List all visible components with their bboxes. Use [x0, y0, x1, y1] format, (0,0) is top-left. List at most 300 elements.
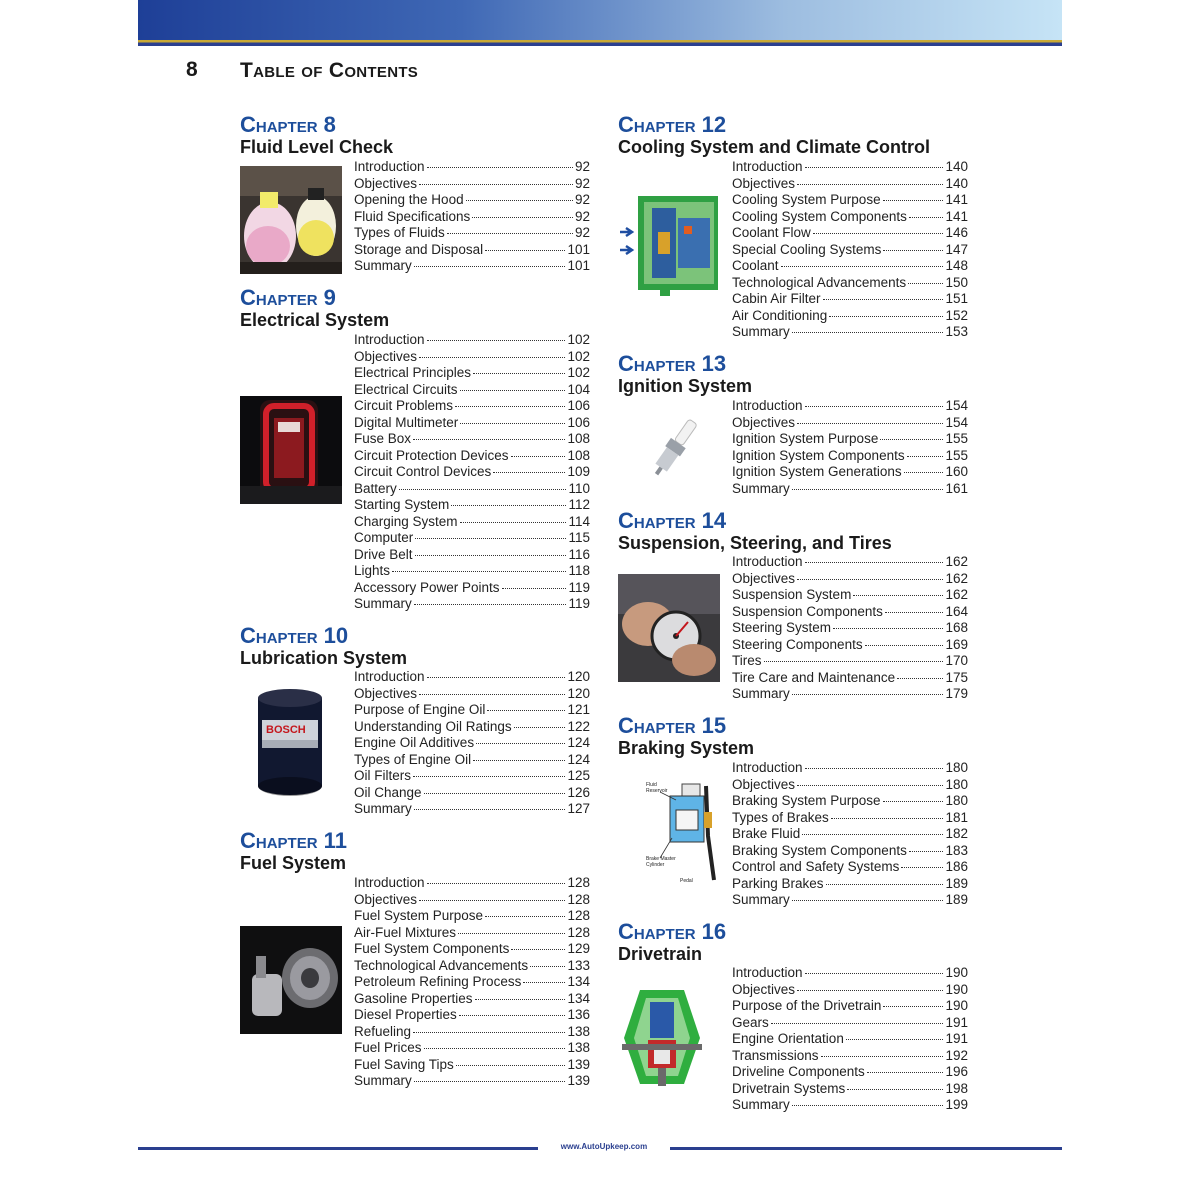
dot-leader	[805, 973, 944, 974]
dot-leader	[829, 316, 943, 317]
dot-leader	[455, 406, 565, 407]
oil-filter-photo	[252, 686, 328, 798]
chapter-label: Chapter 10	[240, 623, 349, 648]
dot-leader	[831, 818, 944, 819]
drivetrain-diagram	[618, 984, 706, 1090]
chapter-label: Chapter 14	[618, 508, 727, 533]
toc-entry-title: Tires	[732, 653, 762, 668]
toc-entry-page: 110	[568, 480, 590, 496]
toc-entry-title: Diesel Properties	[354, 1007, 457, 1022]
toc-entry-title: Objectives	[732, 414, 796, 430]
toc-entry	[354, 415, 590, 432]
toc-list-ch8	[354, 159, 590, 275]
toc-entry	[732, 242, 968, 259]
dot-leader	[392, 571, 566, 572]
toc-entry-title: Introduction	[354, 159, 425, 174]
oil-filter-brand: BOSCH	[266, 724, 306, 736]
dot-leader	[823, 299, 944, 300]
toc-entry	[354, 530, 590, 547]
toc-entry-page: 136	[567, 1007, 590, 1022]
toc-entry	[354, 365, 590, 382]
toc-entry-page: 121	[567, 702, 590, 717]
toc-entry	[354, 892, 590, 909]
dot-leader	[413, 439, 565, 440]
dot-leader	[904, 472, 944, 473]
radiator-diagram	[614, 192, 720, 298]
toc-entry-page: 106	[567, 414, 590, 430]
toc-entry-page: 160	[945, 464, 968, 479]
chapter-label: Chapter 9	[240, 285, 336, 310]
toc-entry-page: 148	[945, 258, 968, 273]
chapter-label: Chapter 15	[618, 713, 727, 738]
toc-entry	[354, 464, 590, 481]
dot-leader	[792, 900, 944, 901]
page-title: Table of Contents	[240, 59, 419, 82]
dot-leader	[427, 340, 566, 341]
toc-entry-title: Types of Engine Oil	[354, 751, 472, 767]
toc-entry-page: 179	[945, 686, 968, 701]
toc-entry-title: Steering Components	[732, 636, 863, 652]
toc-entry-page: 161	[945, 480, 968, 496]
toc-entry-title: Gears	[732, 1014, 769, 1030]
toc-entry-page: 101	[567, 258, 590, 273]
toc-entry	[732, 826, 968, 843]
toc-entry-page: 92	[574, 175, 590, 191]
toc-entry-title: Summary	[354, 596, 412, 611]
dot-leader	[792, 694, 944, 695]
dot-leader	[511, 456, 566, 457]
toc-entry	[354, 209, 590, 226]
toc-entry-title: Electrical Circuits	[354, 381, 458, 397]
toc-entry-page: 138	[567, 1040, 590, 1055]
toc-entry	[732, 258, 968, 275]
toc-entry-page: 152	[945, 307, 968, 323]
toc-entry-title: Summary	[732, 324, 790, 339]
toc-entry	[732, 225, 968, 242]
toc-entry-title: Fuel System Purpose	[354, 908, 484, 923]
toc-entry	[732, 192, 968, 209]
toc-entry-title: Summary	[732, 1097, 790, 1112]
dot-leader	[427, 883, 566, 884]
toc-entry	[354, 398, 590, 415]
toc-entry	[354, 974, 590, 991]
toc-entry-title: Objectives	[354, 891, 418, 907]
toc-entry-title: Technological Advancements	[732, 274, 907, 290]
toc-entry-page: 190	[945, 981, 968, 997]
toc-entry-page: 119	[568, 579, 590, 595]
toc-entry-title: Oil Change	[354, 784, 422, 800]
dot-leader	[880, 439, 943, 440]
toc-entry-page: 129	[567, 941, 590, 956]
toc-entry	[732, 965, 968, 982]
toc-entry-title: Brake Fluid	[732, 826, 801, 841]
dot-leader	[419, 184, 573, 185]
fuel-door-photo	[240, 926, 342, 1034]
toc-entry-page: 155	[945, 431, 968, 446]
toc-entry	[732, 464, 968, 481]
dot-leader	[797, 990, 943, 991]
toc-entry-page: 101	[567, 241, 590, 257]
toc-entry	[732, 1064, 968, 1081]
toc-entry	[732, 448, 968, 465]
toc-entry-page: 182	[945, 826, 968, 841]
toc-entry-title: Control and Safety Systems	[732, 859, 900, 874]
toc-list-ch14	[732, 554, 968, 703]
dot-leader	[487, 710, 565, 711]
toc-entry-title: Types of Brakes	[732, 809, 829, 825]
toc-entry	[354, 991, 590, 1008]
dot-leader	[797, 785, 943, 786]
toc-entry	[354, 332, 590, 349]
toc-entry	[732, 431, 968, 448]
toc-entry	[732, 760, 968, 777]
toc-entry-page: 151	[945, 291, 968, 306]
toc-entry-title: Ignition System Purpose	[732, 431, 879, 446]
dot-leader	[792, 1105, 944, 1106]
toc-entry	[354, 1073, 590, 1090]
toc-entry	[732, 637, 968, 654]
toc-entry	[354, 719, 590, 736]
toc-entry	[732, 209, 968, 226]
dot-leader	[466, 200, 573, 201]
toc-entry-page: 128	[567, 891, 590, 907]
dot-leader	[883, 250, 943, 251]
toc-entry-title: Objectives	[732, 776, 796, 792]
toc-entry-title: Purpose of the Drivetrain	[732, 998, 882, 1013]
toc-entry	[732, 998, 968, 1015]
toc-entry-title: Suspension System	[732, 587, 852, 602]
toc-entry-page: 128	[567, 875, 590, 890]
spark-plug-photo	[634, 416, 714, 486]
toc-entry-title: Battery	[354, 480, 397, 496]
toc-entry-title: Cooling System Purpose	[732, 192, 881, 207]
toc-entry-title: Circuit Problems	[354, 398, 454, 413]
dot-leader	[414, 1081, 566, 1082]
toc-entry-page: 180	[945, 776, 968, 792]
toc-entry	[354, 941, 590, 958]
dot-leader	[805, 562, 944, 563]
toc-entry	[354, 514, 590, 531]
toc-list-ch16	[732, 965, 968, 1114]
toc-entry-page: 140	[945, 159, 968, 174]
dot-leader	[805, 768, 944, 769]
toc-entry-title: Driveline Components	[732, 1064, 865, 1079]
toc-entry-title: Objectives	[732, 175, 796, 191]
toc-entry-page: 154	[945, 398, 968, 413]
toc-entry-page: 127	[567, 801, 590, 816]
dot-leader	[771, 1023, 944, 1024]
toc-entry-title: Summary	[732, 892, 790, 907]
toc-entry-page: 134	[567, 974, 590, 989]
toc-entry	[732, 686, 968, 703]
toc-entry-title: Drive Belt	[354, 546, 413, 562]
dot-leader	[458, 933, 565, 934]
toc-entry-title: Summary	[354, 801, 412, 816]
toc-entry-page: 102	[567, 348, 590, 364]
dot-leader	[907, 456, 944, 457]
dot-leader	[853, 595, 943, 596]
toc-entry	[354, 752, 590, 769]
toc-list-ch11	[354, 875, 590, 1090]
dot-leader	[476, 743, 565, 744]
toc-entry	[354, 547, 590, 564]
dot-leader	[813, 233, 944, 234]
dot-leader	[413, 1032, 565, 1033]
dot-leader	[792, 489, 944, 490]
toc-entry	[732, 653, 968, 670]
toc-entry-page: 106	[567, 398, 590, 413]
toc-entry	[354, 159, 590, 176]
dot-leader	[502, 588, 567, 589]
toc-entry-title: Oil Filters	[354, 768, 411, 783]
toc-entry-page: 122	[567, 718, 590, 734]
toc-entry	[732, 275, 968, 292]
toc-entry-page: 124	[567, 735, 590, 750]
dot-leader	[909, 217, 944, 218]
toc-entry-page: 162	[945, 587, 968, 602]
toc-list-ch10	[354, 669, 590, 818]
toc-entry-page: 108	[567, 447, 590, 463]
dot-leader	[460, 522, 567, 523]
dot-leader	[473, 760, 565, 761]
toc-entry	[354, 875, 590, 892]
chapter-label: Chapter 11	[240, 828, 347, 853]
dot-leader	[781, 266, 944, 267]
page-number: 8	[186, 58, 198, 81]
toc-entry-page: 170	[945, 653, 968, 668]
toc-entry-title: Parking Brakes	[732, 875, 824, 891]
toc-entry	[732, 159, 968, 176]
toc-entry-title: Understanding Oil Ratings	[354, 718, 512, 734]
toc-entry-page: 186	[945, 859, 968, 874]
toc-entry-title: Air-Fuel Mixtures	[354, 924, 457, 940]
toc-entry-page: 191	[945, 1031, 968, 1046]
toc-entry	[354, 1007, 590, 1024]
toc-entry-title: Fuse Box	[354, 431, 412, 446]
dot-leader	[530, 966, 565, 967]
toc-entry	[354, 596, 590, 613]
toc-entry	[354, 176, 590, 193]
toc-entry-title: Circuit Protection Devices	[354, 447, 509, 463]
dot-leader	[414, 604, 567, 605]
footer-rule-right	[670, 1147, 1062, 1150]
toc-entry-title: Fuel System Components	[354, 941, 510, 956]
toc-entry	[354, 958, 590, 975]
dot-leader	[399, 489, 567, 490]
toc-entry-page: 183	[945, 842, 968, 858]
toc-entry-page: 180	[945, 793, 968, 808]
toc-entry-page: 164	[945, 603, 968, 619]
toc-entry-title: Lights	[354, 563, 391, 578]
toc-entry-page: 199	[945, 1097, 968, 1112]
dot-leader	[427, 167, 573, 168]
dot-leader	[415, 538, 566, 539]
toc-entry	[732, 1015, 968, 1032]
dot-leader	[447, 233, 573, 234]
toc-entry-page: 141	[945, 208, 968, 224]
toc-entry	[354, 192, 590, 209]
toc-entry-page: 124	[567, 751, 590, 767]
dot-leader	[792, 332, 944, 333]
dot-leader	[805, 406, 944, 407]
toc-entry-page: 112	[568, 497, 590, 512]
toc-entry-page: 162	[945, 570, 968, 586]
dot-leader	[764, 661, 944, 662]
toc-entry-page: 181	[945, 809, 968, 825]
toc-entry	[354, 702, 590, 719]
dot-leader	[419, 900, 565, 901]
toc-entry-title: Digital Multimeter	[354, 414, 459, 430]
toc-entry-title: Introduction	[354, 332, 425, 347]
toc-entry-page: 198	[945, 1080, 968, 1096]
toc-entry-title: Cooling System Components	[732, 208, 907, 224]
toc-entry-title: Summary	[732, 480, 790, 496]
toc-entry-page: 116	[568, 546, 590, 562]
toc-entry-page: 109	[567, 464, 590, 479]
toc-entry-title: Summary	[354, 258, 412, 273]
toc-entry-page: 92	[574, 225, 590, 240]
dot-leader	[456, 1065, 566, 1066]
toc-entry-page: 128	[567, 908, 590, 923]
dot-leader	[909, 851, 944, 852]
toc-entry-page: 141	[945, 192, 968, 207]
dot-leader	[514, 727, 566, 728]
toc-list-ch15	[732, 760, 968, 909]
toc-entry	[354, 801, 590, 818]
toc-entry-title: Drivetrain Systems	[732, 1080, 846, 1096]
toc-entry	[354, 735, 590, 752]
chapter-title: Suspension, Steering, and Tires	[618, 533, 892, 553]
dot-leader	[427, 677, 566, 678]
toc-entry	[354, 563, 590, 580]
toc-entry-page: 134	[567, 990, 590, 1006]
dot-leader	[424, 1048, 566, 1049]
toc-entry	[732, 481, 968, 498]
toc-entry-page: 102	[567, 365, 590, 380]
dot-leader	[821, 1056, 944, 1057]
toc-entry-title: Engine Oil Additives	[354, 735, 475, 750]
dot-leader	[883, 1006, 943, 1007]
toc-entry	[354, 686, 590, 703]
dot-leader	[511, 949, 565, 950]
toc-entry-page: 189	[945, 892, 968, 907]
toc-entry	[732, 859, 968, 876]
toc-entry-title: Objectives	[354, 685, 418, 701]
chapter-title: Electrical System	[240, 310, 390, 330]
toc-entry-title: Air Conditioning	[732, 307, 828, 323]
toc-entry-title: Introduction	[732, 965, 803, 980]
toc-entry-title: Fluid Specifications	[354, 208, 471, 224]
toc-entry	[732, 843, 968, 860]
dot-leader	[826, 884, 944, 885]
toc-entry-title: Engine Orientation	[732, 1031, 844, 1046]
toc-entry-page: 175	[945, 669, 968, 685]
toc-list-ch13	[732, 398, 968, 497]
toc-entry-page: 162	[945, 554, 968, 569]
chapter-title: Fuel System	[240, 853, 347, 873]
dot-leader	[413, 776, 565, 777]
toc-entry	[732, 587, 968, 604]
dot-leader	[414, 266, 566, 267]
dot-leader	[485, 250, 565, 251]
toc-entry-title: Introduction	[732, 398, 803, 413]
header-rule	[138, 40, 1062, 46]
dot-leader	[451, 505, 566, 506]
dot-leader	[459, 1015, 566, 1016]
toc-entry-title: Refueling	[354, 1023, 412, 1039]
toc-entry-title: Electrical Principles	[354, 365, 472, 380]
fluid-reservoir-photo	[240, 166, 342, 274]
toc-entry	[732, 571, 968, 588]
toc-entry-page: 155	[945, 447, 968, 463]
toc-entry-title: Types of Fluids	[354, 225, 445, 240]
chapter-title: Cooling System and Climate Control	[618, 137, 931, 157]
toc-entry-page: 138	[567, 1023, 590, 1039]
toc-entry-page: 102	[567, 332, 590, 347]
chapter-title: Fluid Level Check	[240, 137, 394, 157]
toc-entry-page: 119	[568, 596, 590, 611]
dot-leader	[883, 801, 944, 802]
dot-leader	[419, 694, 565, 695]
toc-entry-title: Cabin Air Filter	[732, 291, 821, 306]
toc-entry	[354, 1040, 590, 1057]
dot-leader	[885, 612, 944, 613]
dot-leader	[883, 200, 944, 201]
toc-entry-title: Starting System	[354, 497, 450, 512]
toc-entry	[732, 554, 968, 571]
dot-leader	[414, 809, 566, 810]
dot-leader	[460, 423, 565, 424]
toc-entry	[354, 258, 590, 275]
toc-entry-title: Gasoline Properties	[354, 990, 473, 1006]
toc-entry	[732, 398, 968, 415]
toc-entry-title: Opening the Hood	[354, 192, 464, 207]
toc-entry-title: Steering System	[732, 620, 832, 635]
toc-entry	[732, 876, 968, 893]
toc-entry-page: 168	[945, 620, 968, 635]
dot-leader	[847, 1089, 943, 1090]
toc-entry-title: Introduction	[732, 554, 803, 569]
toc-entry-title: Tire Care and Maintenance	[732, 669, 896, 685]
dot-leader	[897, 678, 943, 679]
toc-entry-page: 139	[567, 1056, 590, 1072]
toc-entry	[354, 1057, 590, 1074]
toc-entry-page: 192	[945, 1047, 968, 1063]
toc-entry-page: 190	[945, 998, 968, 1013]
dot-leader	[908, 283, 943, 284]
toc-entry	[732, 670, 968, 687]
toc-entry-page: 139	[567, 1073, 590, 1088]
toc-entry-page: 92	[574, 192, 590, 207]
dot-leader	[523, 982, 565, 983]
chapter-title: Braking System	[618, 738, 755, 758]
dot-leader	[865, 645, 944, 646]
toc-entry-page: 120	[567, 685, 590, 701]
toc-entry	[354, 242, 590, 259]
toc-entry	[354, 768, 590, 785]
toc-entry	[354, 925, 590, 942]
toc-entry-title: Objectives	[354, 175, 418, 191]
brake-system-diagram	[642, 776, 724, 890]
toc-entry	[354, 349, 590, 366]
chapter-label: Chapter 8	[240, 112, 336, 137]
toc-entry-page: 115	[568, 530, 590, 545]
toc-entry-title: Introduction	[354, 669, 425, 684]
dot-leader	[805, 167, 944, 168]
tail-light-photo	[240, 396, 342, 504]
brake-label-master-cylinder: Brake Master Cylinder	[646, 856, 676, 868]
toc-entry-page: 104	[567, 381, 590, 397]
